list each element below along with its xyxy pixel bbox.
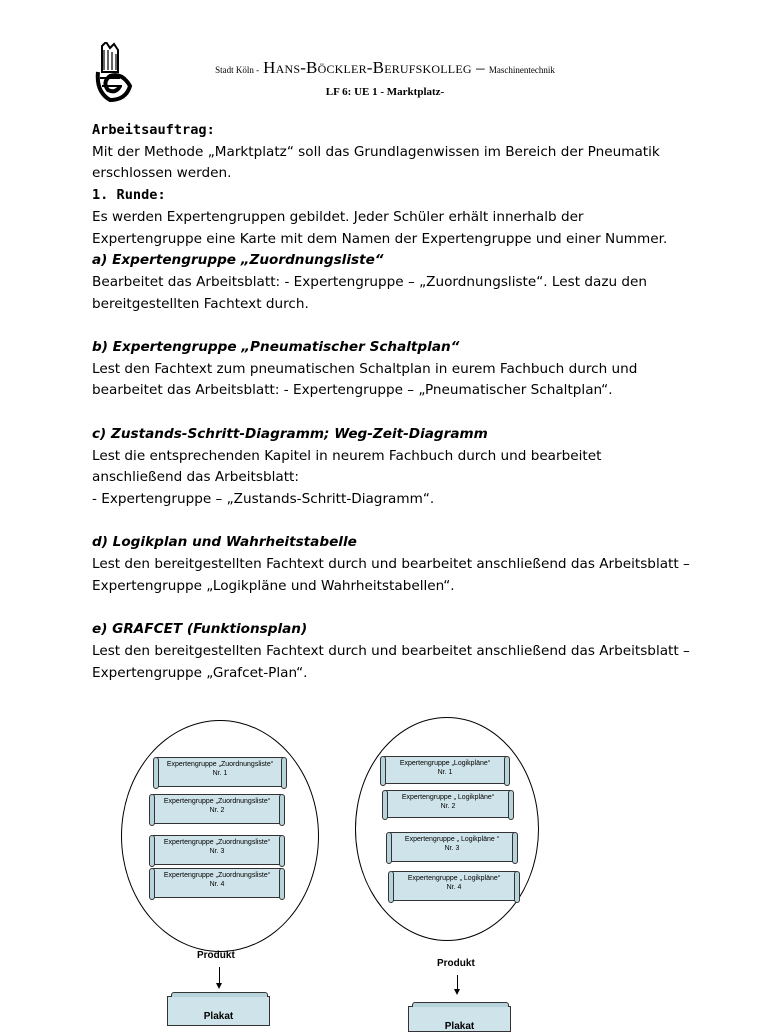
- card-name: Expertengruppe „Zuordnungsliste“: [166, 761, 274, 768]
- card-number: Nr. 2: [209, 806, 225, 814]
- card-name: Expertengruppe „Zuordnungsliste“: [163, 798, 271, 805]
- round-heading: 1. Runde:: [92, 187, 166, 204]
- right-card-3: [390, 832, 514, 862]
- left-card-3: [153, 835, 281, 865]
- card-name: Expertengruppe „ Logikpläne“: [407, 875, 501, 882]
- left-poster-label: Plakat: [203, 1011, 234, 1022]
- card-number: Nr. 1: [212, 769, 228, 777]
- card-number: Nr. 1: [437, 768, 453, 776]
- card-name: Expertengruppe „Zuordnungsliste“: [163, 872, 271, 879]
- left-poster: [167, 996, 270, 1026]
- header-department: Maschinentechnik: [488, 65, 555, 75]
- section-b-text: Lest den Fachtext zum pneumatischen Schaltplan in eurem Fachbuch durch und bearbeitet das Arbeitsblatt: - Expertengruppe – „Pneumatischer Schaltplan“.: [92, 360, 638, 399]
- right-card-2: [386, 790, 510, 818]
- card-number: Nr. 3: [209, 847, 225, 855]
- right-product-label: Produkt: [437, 958, 475, 969]
- card-name: Expertengruppe „ Logikpläne “: [404, 836, 500, 843]
- card-number: Nr. 4: [209, 880, 225, 888]
- header-city: Stadt Köln -: [215, 65, 260, 75]
- card-number: Nr. 3: [444, 844, 460, 852]
- left-arrow-icon: [219, 967, 220, 987]
- section-e-title: e) GRAFCET (Funktionsplan): [92, 621, 308, 638]
- document-header: [150, 58, 620, 78]
- header-school: Hans-Böckler-Berufskolleg –: [263, 58, 485, 77]
- task-heading: Arbeitsauftrag:: [92, 122, 215, 138]
- marketplace-diagram: [0, 700, 768, 1032]
- right-group-circle: [355, 717, 539, 941]
- header-unit: LF 6: UE 1 - Marktplatz-: [325, 86, 445, 98]
- left-card-1: [157, 757, 283, 787]
- section-c-text2: - Expertengruppe – „Zustands-Schritt-Diagramm“.: [92, 490, 435, 507]
- card-name: Expertengruppe „ Logikpläne“: [401, 794, 495, 801]
- round-text: Es werden Expertengruppen gebildet. Jeder Schüler erhält innerhalb der Expertengruppe eine Karte mit dem Namen der Expertengruppe und einer Nummer.: [92, 208, 668, 247]
- task-intro: Mit der Methode „Marktplatz“ soll das Grundlagenwissen im Bereich der Pneumatik erschlossen werden.: [92, 143, 660, 182]
- section-c-title: c) Zustands-Schritt-Diagramm; Weg-Zeit-Diagramm: [92, 425, 488, 442]
- section-c-text: Lest die entsprechenden Kapitel in neurem Fachbuch durch und bearbeitet anschließend das Arbeitsblatt:: [92, 447, 602, 486]
- school-logo: [92, 42, 136, 104]
- left-card-4: [153, 868, 281, 898]
- section-b-title: b) Expertengruppe „Pneumatischer Schaltplan“: [92, 339, 460, 356]
- right-poster-label: Plakat: [444, 1021, 475, 1032]
- right-poster: [408, 1006, 511, 1032]
- left-card-2: [153, 794, 281, 824]
- section-e-text: Lest den bereitgestellten Fachtext durch und bearbeitet anschließend das Arbeitsblatt – Expertengruppe „Grafcet-Plan“.: [92, 642, 690, 681]
- card-name: Expertengruppe „Logikpläne“: [399, 760, 491, 767]
- section-a-title: a) Expertengruppe „Zuordnungsliste“: [92, 252, 384, 269]
- right-card-4: [392, 871, 516, 901]
- card-number: Nr. 4: [446, 883, 462, 891]
- right-arrow-icon: [457, 975, 458, 993]
- right-card-1: [384, 756, 506, 784]
- task-content: [92, 120, 692, 684]
- card-number: Nr. 2: [440, 802, 456, 810]
- section-d-title: d) Logikplan und Wahrheitstabelle: [92, 534, 357, 551]
- section-d-text: Lest den bereitgestellten Fachtext durch und bearbeitet anschließend das Arbeitsblatt – Expertengruppe „Logikpläne und Wahrheitstabellen“.: [92, 556, 690, 594]
- section-a-text: Bearbeitet das Arbeitsblatt: - Expertengruppe – „Zuordnungsliste“. Lest dazu den bereitgestellten Fachtext durch.: [92, 273, 648, 312]
- card-name: Expertengruppe „Zuordnungsliste“: [163, 839, 271, 846]
- left-product-label: Produkt: [197, 950, 235, 961]
